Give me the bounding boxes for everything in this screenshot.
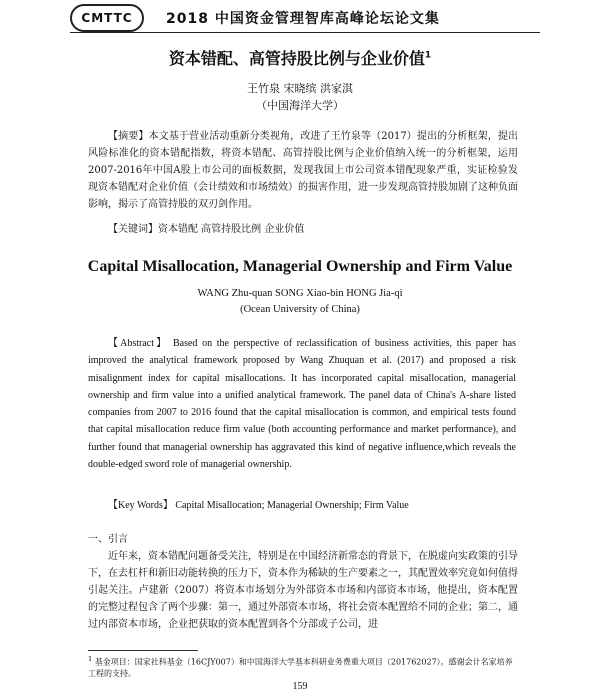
chinese-abstract-label: 【摘要】 <box>108 131 149 142</box>
chinese-abstract-text: 本文基于营业活动重新分类视角，改进了王竹泉等（2017）提出的分析框架，提出风险标准化的资本错配指数，将资本错配、高管持股比例与企业价值纳入统一的分析框架，运用2007-2016年中国A股上市公司的面板数据，发现我国上市公司资本错配现象严重，实证检验发现资本错配对企业价值（会计绩效和市场绩效）的损害作用，进一步发现高管持股加剧了这种负面影响，揭示了高管持股的双刃剑作用。 <box>88 131 519 210</box>
page-number: 159 <box>292 681 308 692</box>
footnote-mark: 1 <box>88 655 93 663</box>
chinese-keywords-text: 资本错配 高管持股比例 企业价值 <box>158 224 305 235</box>
english-keywords-label: 【Key Words】 <box>108 500 173 511</box>
english-abstract-text: Based on the perspective of reclassification of business activities, this paper has improved the analytical framework proposed by Wang Zhuquan et al. (2017) and proposed a risk misalignment index for capital misallocations. It has incorporated capital misallocation, managerial ownership and firm value into a unified analytical framework. The panel data of China's A-share listed companies from 2007 to 2016 found that the capital misallocation is common, and empirical tests found that capital misallocation reduce firm value (both accounting performance and market performance), and further found that managerial ownership has aggravated this kind of negative influence,which reveals the double-edged sword role of managerial ownership. <box>88 338 516 471</box>
english-title: Capital Misallocation, Managerial Ownership and Firm Value <box>87 258 513 275</box>
footnote-divider <box>88 650 198 651</box>
section-heading-introduction: 一、引言 <box>88 534 128 545</box>
conference-logo: CMTTC <box>70 4 144 32</box>
chinese-keywords-label: 【关键词】 <box>108 224 158 235</box>
chinese-affiliation: （中国海洋大学） <box>256 99 344 112</box>
english-authors: WANG Zhu-quan SONG Xiao-bin HONG Jia-qi <box>197 288 403 299</box>
chinese-authors: 王竹泉 宋晓缤 洪家淇 <box>247 82 353 95</box>
english-abstract <box>88 335 516 473</box>
running-header <box>70 2 540 33</box>
footnote <box>88 654 518 679</box>
running-title: 2018 中国资金管理智库高峰论坛论文集 <box>166 11 440 27</box>
title-footnote-mark: 1 <box>424 50 432 61</box>
chinese-title <box>0 46 600 69</box>
chinese-keywords <box>108 220 304 235</box>
chinese-title-text: 资本错配、高管持股比例与企业价值 <box>168 49 425 68</box>
introduction-paragraph: 近年来，资本错配问题备受关注，特别是在中国经济新常态的背景下，在脱虚向实政策的引导下，在去杠杆和新旧动能转换的压力下，资本作为稀缺的生产要素之一，其配置效率究竟如何值得引起关注。卢建新（2007）将资本市场划分为外部资本市场和内部资本市场，他提出，资本配置的完整过程包含了两个步骤：第一，通过外部资本市场，将社会资本配置给不同的企业；第二，通过内部资本市场，企业把获取的资本配置到各个分部或子公司，进 <box>88 551 518 630</box>
english-affiliation: (Ocean University of China) <box>240 304 360 315</box>
chinese-abstract <box>88 128 518 213</box>
footnote-text: 基金项目：国家社科基金（16CJY007）和中国海洋大学基本科研业务费重大项目（201762027）。感谢会计名家培养工程的支持。 <box>88 657 513 678</box>
english-abstract-label: 【Abstract】 <box>108 338 169 349</box>
english-keywords <box>108 496 409 511</box>
english-keywords-text: Capital Misallocation; Managerial Ownership; Firm Value <box>175 500 409 511</box>
